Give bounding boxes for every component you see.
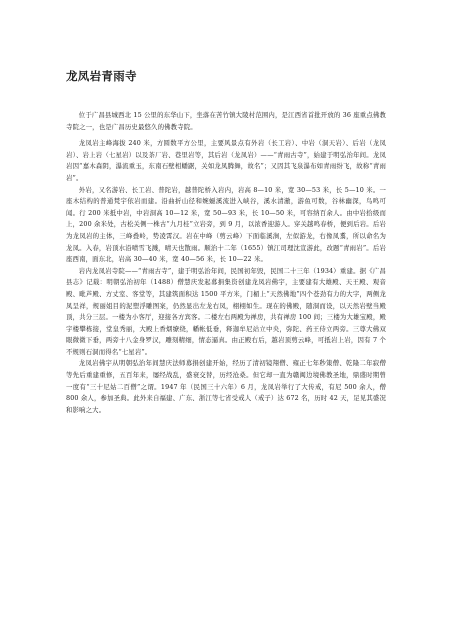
paragraph-peak: 龙凤岩主峰海拔 240 米，方圆数平方公里，主要风景点有外岩（长工岩）、中岩（洞天岩）、后岩（龙凤岩）、岩上岩（七星岩）以及茶厂岩、巷里岩等，其后岩（龙凤岩）——“青雨古寺”，始建于明弘治年间。龙凤岩因“嘉木森阴，瀑流重玉，东南石壁相蟠踞，关如龙凤腾舞，故名”；又因其飞泉瀑布如青雨纷飞，故称“青雨岩”。	[66, 139, 386, 182]
paragraph-history: 龙凤岩佛宇从明朝弘治年间慧庆法师募捐创建开始，经历了清初镜翔僧、雍正七年秒策僧、乾隆二年寂僧等先后重建重修，五百年来，屡经战乱，盛衰交替，历经沧桑。但它却一直为赣闽边境佛教圣地，鼎盛时期曾一度有“三十尼姑二百僧”之谓。1947 年（民国三十六年）6 月，龙凤岩举行了大传戒，有尼 500 余人，僧 800 余人，参加圣典。此外来自福建、广东、浙江等七省受戒人（戒子）达 672 名，历时 42 天，足见其盛况和影响之大。	[66, 359, 386, 414]
paragraph-intro: 位于广昌县城西北 15 公里的东华山下，坐落在苦竹镇大陵村范围内，是江西省首批开放的 36 座重点佛教寺院之一，也是广昌历史最悠久的佛教寺院。	[66, 111, 386, 131]
page-title: 龙凤岩青雨寺	[66, 69, 137, 83]
paragraph-temple: 岩内龙凤岩寺院——“青雨古寺”，建于明弘治年间，民国初年毁，民国二十三年（1934）重建。据《广昌县志》记载：明朝弘治初年（1488）僧慧庆发起募捐集资创建龙凤岩佛宇，主要建有大雄殿、天王殿、观音殿、毗芦殿、方丈室、客堂等，其建筑面积达 1500 平方米，门楣上“天然佛地”四个苍劲有力的大字，两侧龙凤呈祥，规丽姐目的泥塑浮雕图案，仍然显出左龙右凤，栩栩如生。现在的佛殿，随洞而设，以天然岩壁当殿顶，共分三层。一楼为小客厅，迎接各方宾客。二楼左右两殿为禅房，共有禅房 100 间；三楼为大雄宝殿，殿宇楼攀栋接，堂皇秀丽，大殿上香烟缭绕，幡帐低垂，释迦牟尼站立中央，弥陀、药王侍立两旁。三尊大佛双眼微微下垂，两旁十八金身罗汉，雕刻精细，情态逼真。由正殿右后，越岩顶剪云峰，可抵岩上岩，因有 7 个不规则石洞而得名“七星岩”。	[66, 266, 386, 356]
paragraph-caves: 外岩，又名游岩、长工岩、普陀岩，越普陀桥入岩内，岩高 8—10 米，宽 30—53 米，长 5—10 米。一座木结构的普通梵宇依岩而建。沿曲折山径和婉蜒溪流进入峡谷，溪水清澈，游鱼可数，谷林幽深，鸟鸣可闻。行 200 米抵中岩，中岩洞高 10—12 米，宽 50—93 米，长 10—50 米，可容纳百余人。由中岩拾级而上，200 余米处，古松关侧一株古“九月桂”立岩旁，到 9 月，以浓香迎游人。穿关越鸣春桥，便到后岩。后岩为龙凤岩的主体，三峰叠岭，势凌霄汉。岩在中峰（剪云峰）下面临溪涧，左似游龙，右像凤翥，所以命名为龙凤。入春，岩顶水沿喷雪飞溅，晴天也散雨。顺治十二年（1655）镇江司理沈宣游此，改题“青雨岩”。后岩座西南，面东北，岩高 30—40 米，宽 40—56 米，长 10—22 米。	[66, 185, 386, 264]
